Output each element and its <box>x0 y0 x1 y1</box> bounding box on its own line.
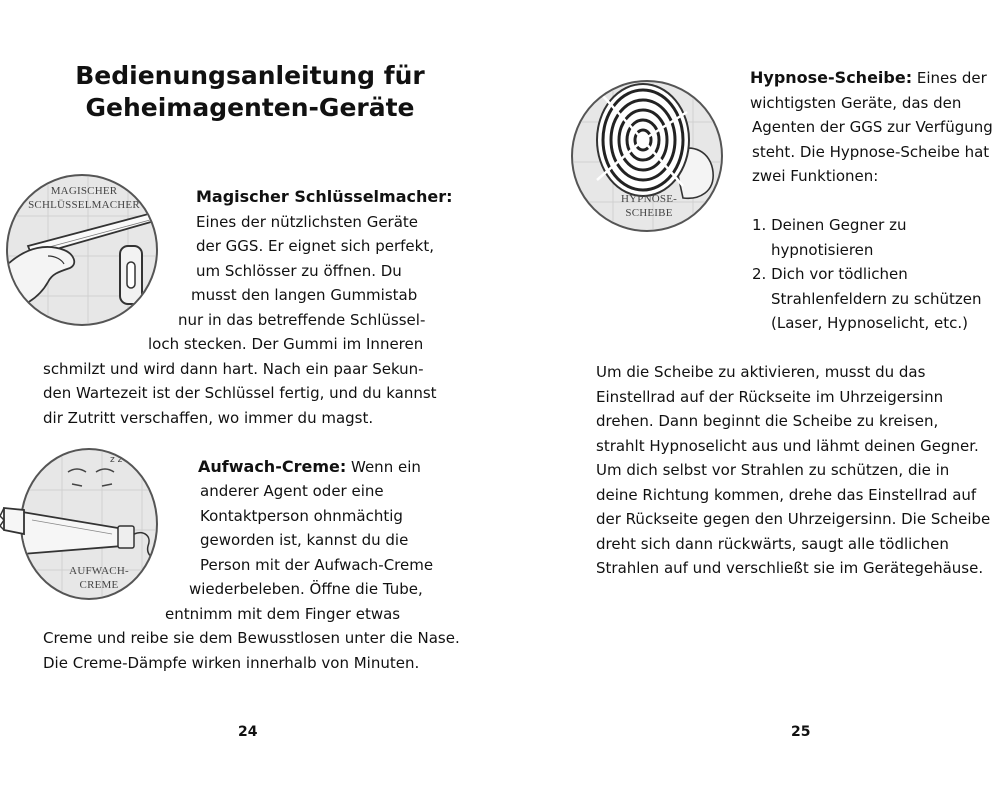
text-line: geworden ist, kannst du die <box>200 531 409 549</box>
list-text: Deinen Gegner zu <box>771 216 907 234</box>
text-line: entnimm mit dem Finger etwas <box>165 605 401 623</box>
text-line: Strahlen auf und verschließt sie im Gerätegehäuse. <box>596 559 984 577</box>
text-line: Eines der nützlichsten Geräte <box>196 213 419 231</box>
text-line: der GGS. Er eignet sich perfekt, <box>196 237 434 255</box>
heading-text: Aufwach-Creme: <box>198 457 347 476</box>
list-item-continuation: hypnotisieren <box>771 241 874 259</box>
list-item <box>752 213 906 237</box>
heading-text: Hypnose-Scheibe: <box>750 68 913 87</box>
wake-cream-heading <box>198 455 421 479</box>
text-line: dreht sich dann rückwärts, saugt alle tödlichen <box>596 535 949 553</box>
list-text: Dich vor tödlichen <box>771 265 908 283</box>
label-line-1: AUFWACH- <box>69 565 129 577</box>
key-maker-label <box>8 184 158 212</box>
text-line: strahlt Hypnoselicht aus und lähmt deinen Gegner. <box>596 437 979 455</box>
label-line-2: CREME <box>79 579 119 591</box>
list-item-continuation: (Laser, Hypnoselicht, etc.) <box>771 314 969 332</box>
text-line: Um die Scheibe zu aktivieren, musst du das <box>596 363 926 381</box>
text-line: wichtigsten Geräte, das den <box>750 94 962 112</box>
svg-text:z z: z z <box>110 455 123 465</box>
text-line: Creme und reibe sie dem Bewusstlosen unter die Nase. <box>43 629 460 647</box>
text-line: den Wartezeit ist der Schlüssel fertig, und du kannst <box>43 384 437 402</box>
hypno-disc-heading <box>750 66 987 90</box>
tube-end-drawing <box>0 500 30 540</box>
text-line: Die Creme-Dämpfe wirken innerhalb von Minuten. <box>43 654 420 672</box>
text-line: Kontaktperson ohnmächtig <box>200 507 403 525</box>
text-line: steht. Die Hypnose-Scheibe hat <box>752 143 990 161</box>
label-line-1: MAGISCHER <box>50 185 118 197</box>
list-item <box>752 262 908 286</box>
title-line-1: Bedienungsanleitung für <box>75 61 425 90</box>
heading-rest-text: Eines der <box>912 69 987 87</box>
key-maker-illustration <box>6 174 158 326</box>
text-line: deine Richtung kommen, drehe das Einstellrad auf <box>596 486 977 504</box>
heading-rest-text: Wenn ein <box>346 458 421 476</box>
text-line: Einstellrad auf der Rückseite im Uhrzeigersinn <box>596 388 944 406</box>
right-page <box>500 0 1000 800</box>
text-line: dir Zutritt verschaffen, wo immer du magst. <box>43 409 374 427</box>
key-maker-heading <box>196 185 453 209</box>
title-line-2: Geheimagenten-Geräte <box>85 93 415 122</box>
wake-cream-label <box>44 564 154 592</box>
hypno-disc-illustration <box>571 80 723 232</box>
text-line: Person mit der Aufwach-Creme <box>200 556 434 574</box>
text-line: der Rückseite gegen den Uhrzeigersinn. Die Scheibe <box>596 510 991 528</box>
text-line: Um dich selbst vor Strahlen zu schützen, die in <box>596 461 950 479</box>
text-line: zwei Funktionen: <box>752 167 879 185</box>
heading-text: Magischer Schlüsselmacher: <box>196 187 453 206</box>
text-line: Agenten der GGS zur Verfügung <box>752 118 993 136</box>
page-number: 25 <box>791 724 811 740</box>
text-line: wiederbeleben. Öffne die Tube, <box>189 580 423 598</box>
text-line: anderer Agent oder eine <box>200 482 384 500</box>
list-number: 2. <box>752 265 767 283</box>
label-line-2: SCHLÜSSELMACHER <box>28 199 140 211</box>
text-line: schmilzt und wird dann hart. Nach ein paar Sekun- <box>43 360 424 378</box>
list-number: 1. <box>752 216 767 234</box>
wake-cream-illustration <box>20 448 158 600</box>
label-line-1: HYPNOSE- <box>621 193 677 205</box>
text-line: drehen. Dann beginnt die Scheibe zu kreisen, <box>596 412 939 430</box>
text-line: loch stecken. Der Gummi im Inneren <box>148 335 424 353</box>
page-number: 24 <box>238 724 258 740</box>
text-line: um Schlösser zu öffnen. Du <box>196 262 402 280</box>
label-line-2: SCHEIBE <box>625 207 673 219</box>
page-title <box>40 60 460 124</box>
text-line: nur in das betreffende Schlüssel- <box>178 311 426 329</box>
list-item-continuation: Strahlenfeldern zu schützen <box>771 290 982 308</box>
text-line: musst den langen Gummistab <box>191 286 418 304</box>
hypno-disc-label <box>573 192 723 220</box>
